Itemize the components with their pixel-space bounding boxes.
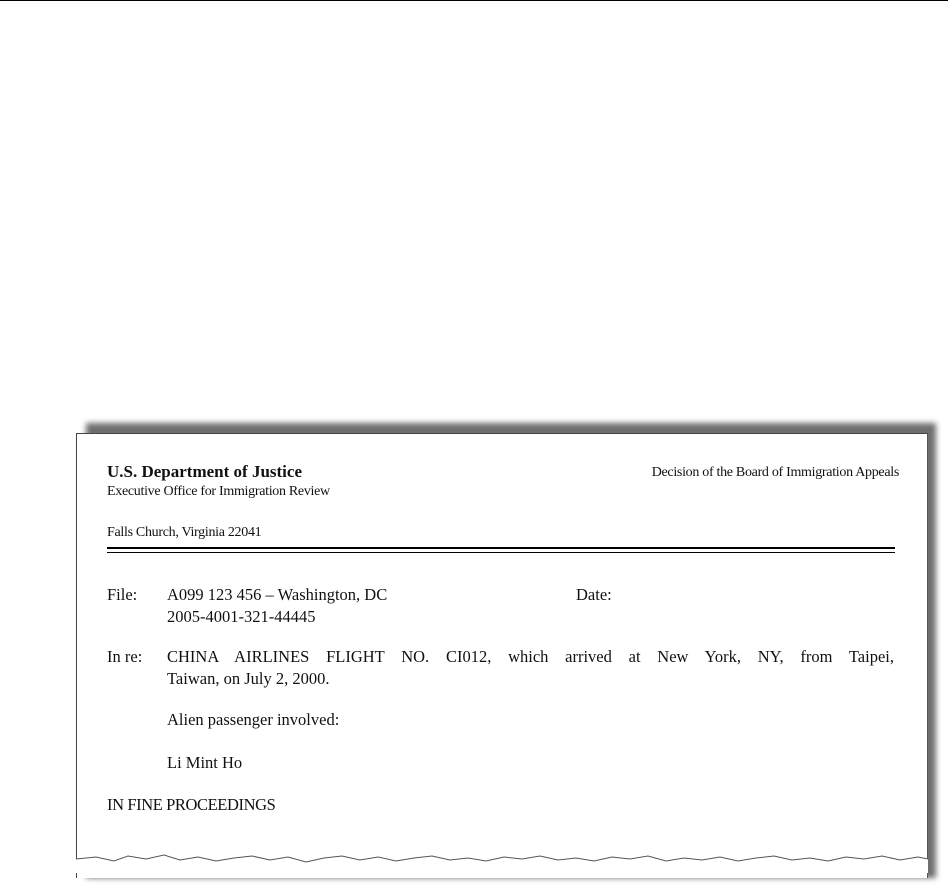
receipt-number: 2005-4001-321-44445 — [167, 607, 316, 626]
header-rule-thin — [107, 552, 895, 553]
proceedings-type: IN FINE PROCEEDINGS — [107, 795, 276, 814]
date-label: Date: — [576, 585, 612, 604]
office-name: Executive Office for Immigration Review — [107, 484, 330, 499]
in-re-label: In re: — [107, 647, 143, 666]
top-border-line — [0, 0, 948, 1]
document-page — [76, 433, 928, 878]
torn-edge — [76, 849, 928, 873]
case-caption-line2: Taiwan, on July 2, 2000. — [167, 669, 330, 688]
file-number: A099 123 456 – Washington, DC — [167, 585, 388, 604]
case-caption-line1: CHINA AIRLINES FLIGHT NO. CI012, which arrived at New York, NY, from Taipei, — [167, 647, 894, 666]
decision-title: Decision of the Board of Immigration Appeals — [651, 465, 899, 480]
agency-name: U.S. Department of Justice — [107, 462, 302, 481]
office-location: Falls Church, Virginia 22041 — [107, 525, 262, 540]
document-excerpt — [76, 423, 946, 888]
passenger-name: Li Mint Ho — [167, 753, 243, 772]
header-rule-thick — [107, 547, 895, 549]
passenger-involved-label: Alien passenger involved: — [167, 710, 340, 729]
file-label: File: — [107, 585, 138, 604]
